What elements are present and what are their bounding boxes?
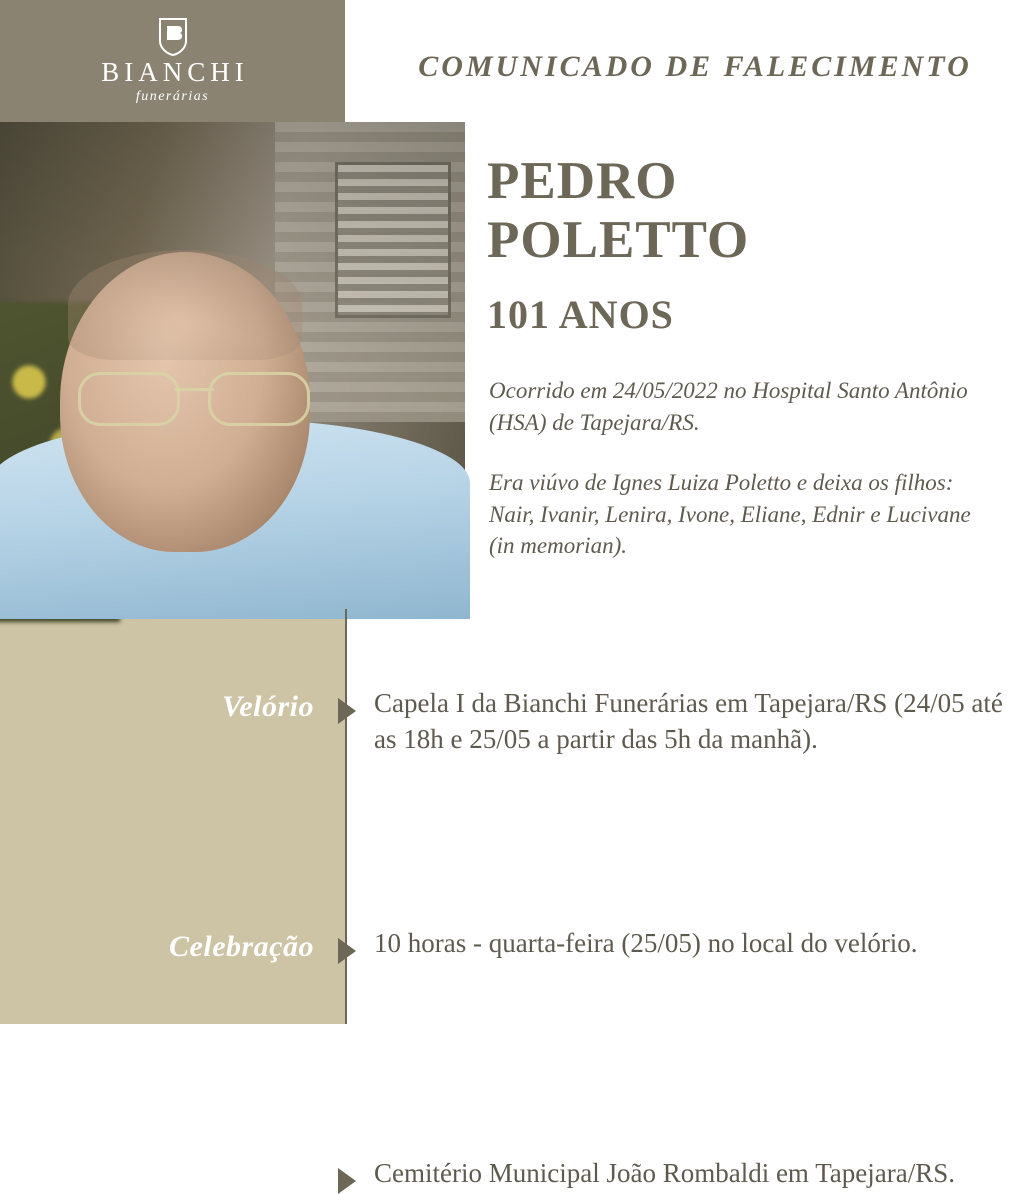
brand-name: BIANCHI bbox=[101, 57, 249, 87]
deceased-name bbox=[487, 152, 987, 271]
deceased-name-line2: POLETTO bbox=[487, 211, 750, 270]
info-value-sepultamento: Cemitério Municipal João Rombaldi em Tapejara/RS. bbox=[374, 1158, 956, 1188]
info-value-celebracao: 10 horas - quarta-feira (25/05) no local do velório. bbox=[374, 928, 918, 958]
deceased-age: 101 ANOS bbox=[487, 292, 674, 337]
page-title: COMUNICADO DE FALECIMENTO bbox=[418, 50, 972, 83]
family-text: Era viúvo de Ignes Luiza Poletto e deixa os filhos: Nair, Ivanir, Lenira, Ivone, Eliane, Ednir e Lucivane (in memorian). bbox=[489, 470, 971, 559]
bianchi-shield-icon bbox=[156, 17, 190, 57]
brand-tagline: funerárias bbox=[135, 89, 210, 104]
portrait-photo bbox=[0, 122, 465, 609]
arrow-right-icon bbox=[338, 698, 356, 724]
info-label-sepultamento: Sepultamento bbox=[137, 1160, 314, 1193]
occurrence-text: Ocorrido em 24/05/2022 no Hospital Santo Antônio (HSA) de Tapejara/RS. bbox=[489, 378, 968, 435]
info-label-celebracao: Celebração bbox=[169, 930, 314, 963]
photo-shading bbox=[0, 122, 465, 609]
arrow-right-icon bbox=[338, 1168, 356, 1194]
arrow-right-icon bbox=[338, 938, 356, 964]
deceased-name-line1: PEDRO bbox=[487, 152, 678, 210]
brand-block bbox=[0, 0, 345, 122]
info-value-velorio: Capela I da Bianchi Funerárias em Tapejara/RS (24/05 até as 18h e 25/05 a partir das 5h da manhã). bbox=[374, 688, 1003, 754]
info-label-velorio: Velório bbox=[222, 690, 314, 723]
